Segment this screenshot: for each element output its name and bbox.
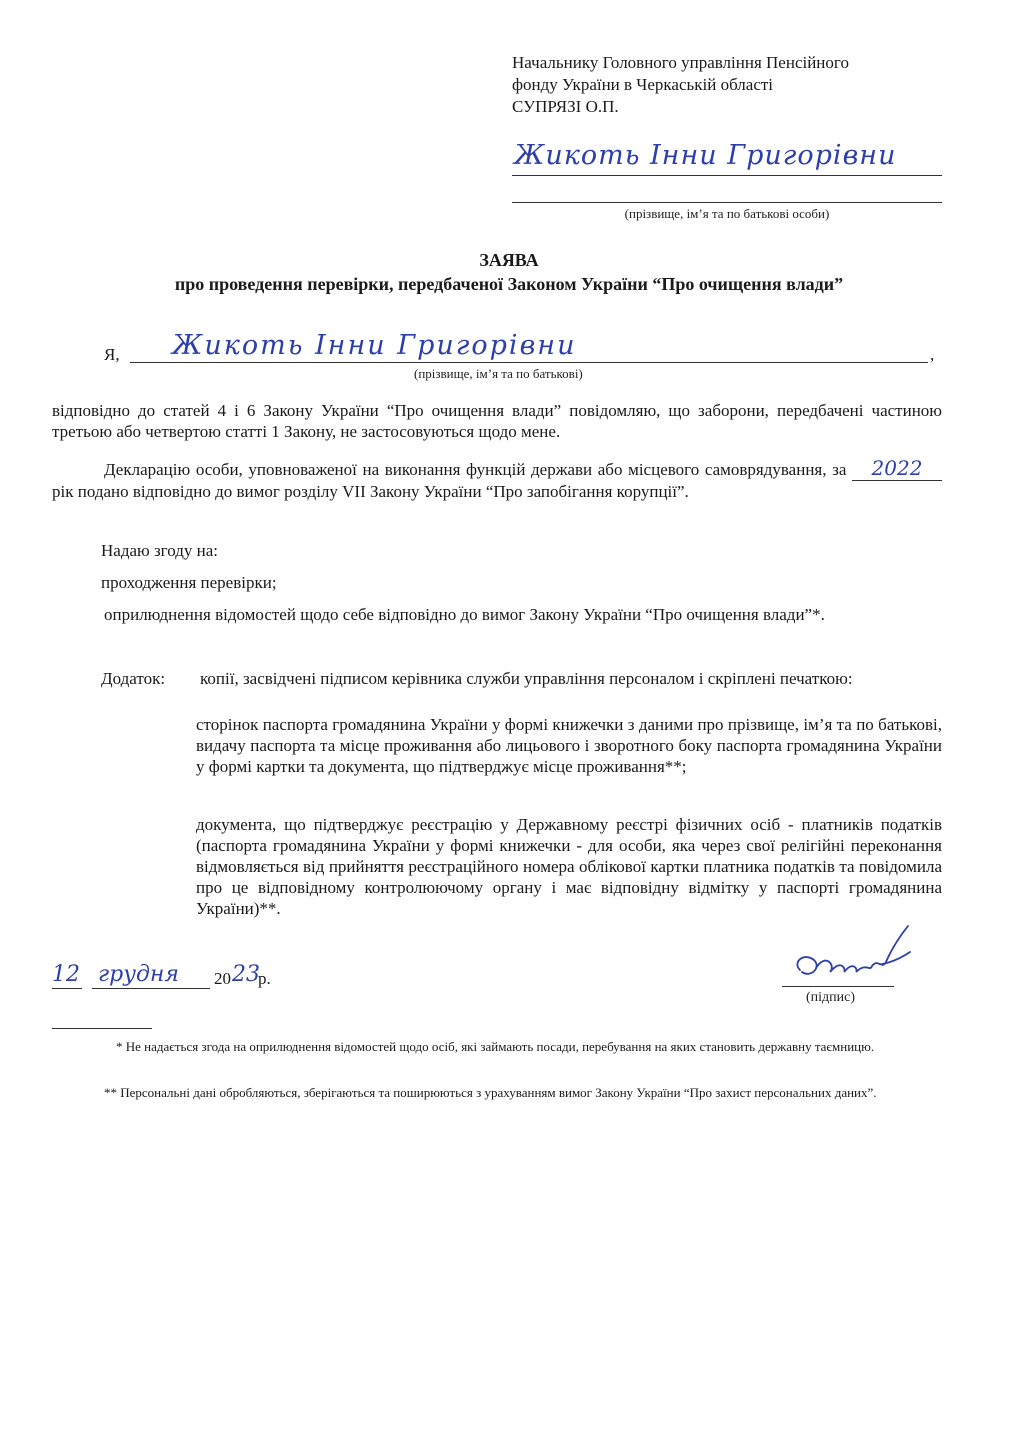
signature-scribble (782, 922, 922, 992)
declaration-year-field (852, 458, 942, 481)
ya-comma: , (930, 345, 935, 364)
attachment-item-tax-registration: документа, що підтверджує реєстрацію у Державному реєстрі фізичних осіб - платників податків (паспорта громадянина України у формі книжечки - для особи, яка через свої релігійні переконання відмовляється від прийняття реєстраційного номера облікової картки платника податків та повідомила про це відповідному контролюючому органу і має відповідну відмітку у паспорті громадянина України)**. (196, 815, 942, 918)
date-year-handwritten: 23 (232, 962, 260, 987)
declaration-year-handwritten: 2022 (871, 456, 923, 480)
addressee-line-2: фонду України в Черкаській області (512, 75, 774, 94)
paragraph-declaration (52, 458, 942, 502)
addressee-block (512, 52, 849, 118)
date-month-line (92, 988, 210, 989)
footnote-separator (52, 1028, 152, 1029)
date-day-handwritten: 12 (52, 962, 80, 987)
applicant-name-handwritten: Жикоть Інни Григорівни (514, 140, 897, 171)
signature-line (782, 986, 894, 987)
consent-item-publication: оприлюднення відомостей щодо себе відповідно до вимог Закону України “Про очищення влади”*. (104, 605, 825, 624)
signature (782, 922, 922, 992)
applicant-name-line-2 (512, 202, 942, 203)
addressee-line-1: Начальнику Головного управління Пенсійного (512, 53, 849, 72)
applicant-name-caption: (прізвище, ім’я та по батькові особи) (624, 206, 830, 221)
date-day-line (52, 988, 82, 989)
date-block (52, 962, 292, 992)
attachment-item-passport: сторінок паспорта громадянина України у формі книжечки з даними про прізвище, ім’я та по батькові, видачу паспорта та місце проживання або лицьового і зворотного боку паспорта громадянина України у формі картки та документа, що підтверджує місце проживання**; (196, 715, 942, 776)
attachment-intro-text: копії, засвідчені підписом керівника служби управління персоналом і скріплені печаткою: (200, 669, 853, 688)
declaration-text-after: рік подано відповідно до вимог розділу VII Закону України “Про запобігання корупції”. (52, 482, 689, 501)
ya-label: Я, (104, 345, 120, 364)
attachment-label: Додаток: (101, 669, 166, 688)
footnote-state-secret: * Не надається згода на оприлюднення відомостей щодо осіб, які займають посади, перебування на яких становить державну таємницю. (116, 1039, 875, 1054)
date-month-handwritten: грудня (98, 962, 179, 987)
consent-intro: Надаю згоду на: (101, 541, 219, 560)
addressee-line-3: СУПРЯЗІ О.П. (512, 97, 619, 116)
applicant-name-line (512, 175, 942, 176)
date-suffix: р. (258, 969, 271, 988)
ya-name-caption: (прізвище, ім’я та по батькові) (414, 366, 583, 381)
document-subtitle: про проведення перевірки, передбаченої Законом України “Про очищення влади” (174, 274, 844, 294)
ya-name-line (130, 362, 928, 363)
footnote-personal-data: ** Персональні дані обробляються, зберігаються та поширюються з урахуванням вимог Закону України “Про захист персональних даних”. (104, 1085, 877, 1100)
signature-caption: (підпис) (806, 990, 856, 1005)
attachment-intro (196, 668, 942, 689)
consent-item-verification: проходження перевірки; (101, 573, 277, 592)
ya-name-handwritten: Жикоть Інни Григорівни (172, 330, 577, 361)
date-year-prefix: 20 (214, 969, 231, 988)
paragraph-law-compliance: відповідно до статей 4 і 6 Закону України “Про очищення влади” повідомляю, що заборони, передбачені частиною третьою або четвертою статті 1 Закону, не застосовуються щодо мене. (52, 401, 942, 441)
declaration-text-before: Декларацію особи, уповноваженої на виконання функцій держави або місцевого самоврядування, за (104, 460, 847, 479)
document-title: ЗАЯВА (479, 250, 539, 270)
